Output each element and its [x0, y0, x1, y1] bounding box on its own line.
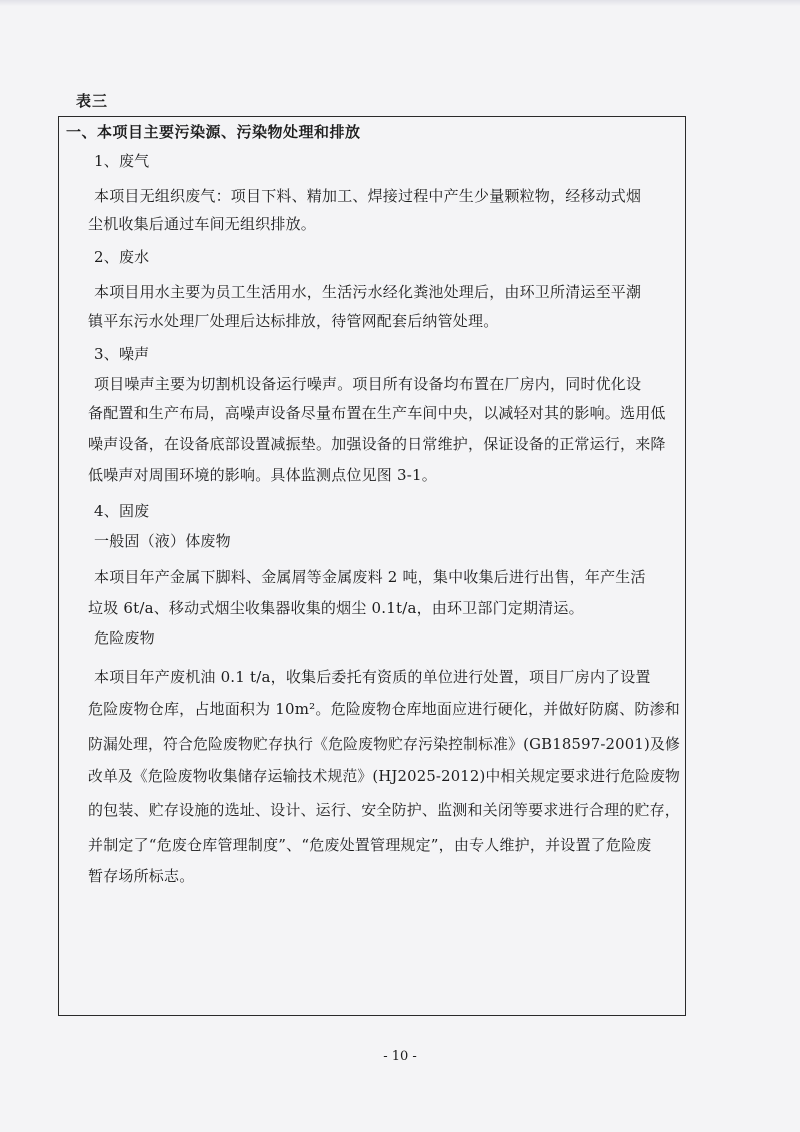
- general-waste-line-1: 本项目年产金属下脚料、金属屑等金属废料 2 吨，集中收集后进行出售，年产生活: [94, 568, 646, 586]
- general-waste-line-2: 垃圾 6t/a、移动式烟尘收集器收集的烟尘 0.1t/a，由环卫部门定期清运。: [88, 599, 584, 617]
- hazardous-waste-line-1: 本项目年产废机油 0.1 t/a，收集后委托有资质的单位进行处置，项目厂房内了设置: [94, 668, 651, 686]
- section-heading: 一、本项目主要污染源、污染物处理和排放: [66, 123, 361, 141]
- solid-waste-heading: 4、固废: [94, 502, 150, 520]
- noise-line-2: 备配置和生产布局，高噪声设备尽量布置在生产车间中央，以减轻对其的影响。选用低: [88, 404, 666, 422]
- hazardous-waste-line-7: 暂存场所标志。: [88, 867, 195, 885]
- hazardous-waste-line-3: 防漏处理，符合危险废物贮存执行《危险废物贮存污染控制标准》(GB18597-2001)及修: [88, 735, 681, 753]
- table-label: 表三: [76, 92, 109, 110]
- hazardous-waste-line-2: 危险废物仓库，占地面积为 10m²。危险废物仓库地面应进行硬化，并做好防腐、防渗和: [88, 700, 681, 718]
- wastewater-heading: 2、废水: [94, 248, 150, 266]
- page-number: - 10 -: [383, 1049, 417, 1064]
- hazardous-waste-line-6: 并制定了“危废仓库管理制度”、“危废处置管理规定”，由专人维护，并设置了危险废: [88, 836, 652, 854]
- wastewater-line-1: 本项目用水主要为员工生活用水，生活污水经化粪池处理后，由环卫所清运至平潮: [94, 283, 642, 301]
- scan-edge: [0, 0, 800, 6]
- wastewater-line-2: 镇平东污水处理厂处理后达标排放，待管网配套后纳管处理。: [88, 312, 499, 330]
- noise-line-1: 项目噪声主要为切割机设备运行噪声。项目所有设备均布置在厂房内，同时优化设: [94, 375, 642, 393]
- general-waste-heading: 一般固（液）体废物: [94, 532, 231, 550]
- hazardous-waste-heading: 危险废物: [94, 629, 155, 647]
- hazardous-waste-line-4: 改单及《危险废物收集储存运输技术规范》(HJ2025-2012)中相关规定要求进行危险废物: [88, 767, 681, 785]
- noise-line-4: 低噪声对周围环境的影响。具体监测点位见图 3-1。: [88, 466, 437, 484]
- noise-line-3: 噪声设备，在设备底部设置减振垫。加强设备的日常维护，保证设备的正常运行，来降: [88, 435, 666, 453]
- exhaust-line-1: 本项目无组织废气：项目下料、精加工、焊接过程中产生少量颗粒物，经移动式烟: [94, 187, 642, 205]
- exhaust-line-2: 尘机收集后通过车间无组织排放。: [88, 215, 317, 233]
- noise-heading: 3、噪声: [94, 345, 150, 363]
- exhaust-heading: 1、废气: [94, 152, 150, 170]
- hazardous-waste-line-5: 的包装、贮存设施的选址、设计、运行、安全防护、监测和关闭等要求进行合理的贮存，: [88, 801, 680, 819]
